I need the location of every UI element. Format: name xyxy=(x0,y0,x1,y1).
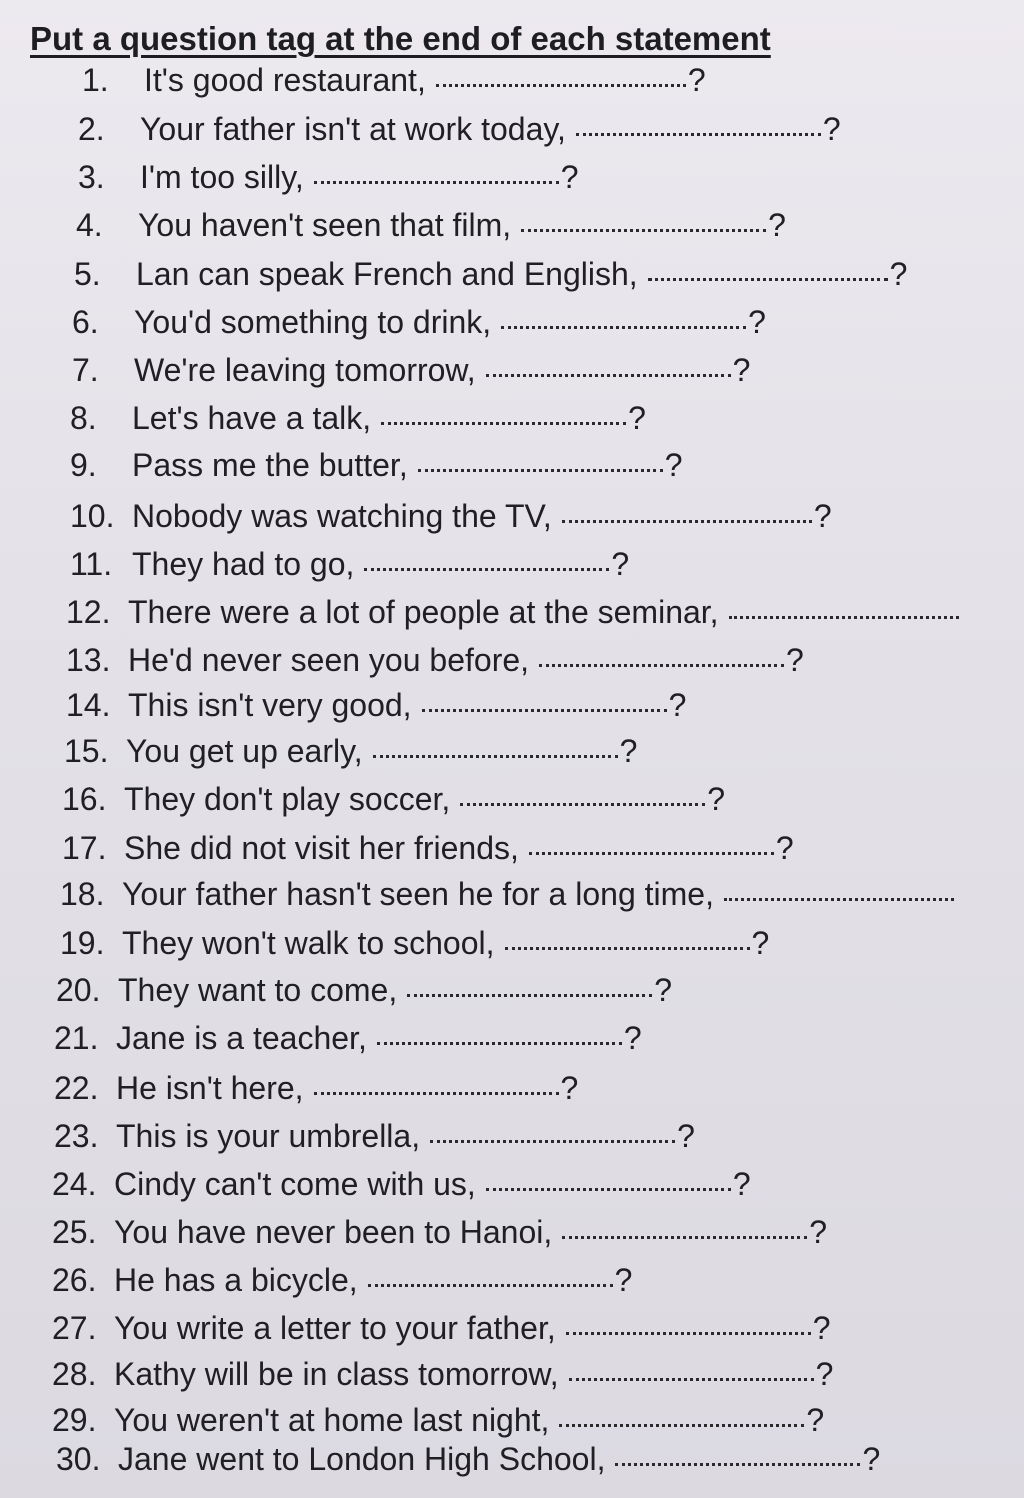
question-mark: ? xyxy=(611,546,630,582)
question-mark: ? xyxy=(623,1020,642,1056)
item-number: 3. xyxy=(78,159,105,195)
exercise-item xyxy=(78,155,579,199)
item-statement: It's good restaurant, xyxy=(144,62,426,98)
question-mark: ? xyxy=(654,972,673,1008)
answer-blank[interactable] xyxy=(559,1424,804,1427)
exercise-item xyxy=(62,826,794,870)
item-number: 26. xyxy=(52,1262,97,1298)
item-number: 15. xyxy=(64,733,109,769)
exercise-item xyxy=(52,1352,833,1396)
exercise-item xyxy=(54,1066,578,1110)
exercise-item xyxy=(66,590,961,634)
exercise-item xyxy=(70,542,629,586)
item-statement: You get up early, xyxy=(126,733,363,769)
question-mark: ? xyxy=(775,830,794,866)
answer-blank[interactable] xyxy=(430,1140,675,1143)
answer-blank[interactable] xyxy=(529,852,774,855)
answer-blank[interactable] xyxy=(418,469,663,472)
exercise-item xyxy=(52,1162,751,1206)
item-number: 27. xyxy=(52,1310,97,1346)
question-mark: ? xyxy=(813,498,832,534)
item-statement: You'd something to drink, xyxy=(134,304,492,340)
item-statement: Cindy can't come with us, xyxy=(114,1166,476,1202)
item-number: 29. xyxy=(52,1402,97,1438)
question-mark: ? xyxy=(862,1441,881,1477)
answer-blank[interactable] xyxy=(521,229,766,232)
item-statement: He'd never seen you before, xyxy=(128,642,530,678)
item-statement: You write a letter to your father, xyxy=(114,1310,556,1346)
question-mark: ? xyxy=(560,1070,579,1106)
answer-blank[interactable] xyxy=(436,84,686,87)
answer-blank[interactable] xyxy=(407,994,652,997)
item-statement: Jane is a teacher, xyxy=(116,1020,367,1056)
answer-blank[interactable] xyxy=(562,520,812,523)
answer-blank[interactable] xyxy=(505,947,750,950)
answer-blank[interactable] xyxy=(566,1332,811,1335)
item-number: 16. xyxy=(62,781,107,817)
item-number: 21. xyxy=(54,1020,99,1056)
item-number: 14. xyxy=(66,687,111,723)
answer-blank[interactable] xyxy=(364,568,609,571)
exercise-item xyxy=(60,872,956,916)
exercise-item xyxy=(64,729,637,773)
answer-blank[interactable] xyxy=(373,755,618,758)
answer-blank[interactable] xyxy=(501,326,746,329)
item-number: 5. xyxy=(74,256,101,292)
question-mark: ? xyxy=(732,352,751,388)
exercise-item xyxy=(52,1258,632,1302)
item-statement: They had to go, xyxy=(132,546,355,582)
question-mark: ? xyxy=(619,733,638,769)
item-statement: Let's have a talk, xyxy=(132,400,372,436)
question-mark: ? xyxy=(748,304,766,340)
item-number: 19. xyxy=(60,925,105,961)
item-statement: He has a bicycle, xyxy=(114,1262,358,1298)
item-statement: They don't play soccer, xyxy=(124,781,451,817)
item-number: 7. xyxy=(72,352,99,388)
answer-blank[interactable] xyxy=(729,616,959,619)
exercise-item xyxy=(56,1437,880,1481)
exercise-item xyxy=(66,683,686,727)
item-number: 17. xyxy=(62,830,107,866)
exercise-item xyxy=(62,777,725,821)
answer-blank[interactable] xyxy=(486,1188,731,1191)
exercise-item xyxy=(54,1114,695,1158)
item-statement: Nobody was watching the TV, xyxy=(132,498,552,534)
question-mark: ? xyxy=(687,62,706,98)
item-statement: Jane went to London High School, xyxy=(118,1441,606,1477)
item-number: 13. xyxy=(66,642,111,678)
item-number: 2. xyxy=(78,111,105,147)
item-statement: You weren't at home last night, xyxy=(114,1402,550,1438)
item-statement: She did not visit her friends, xyxy=(124,830,519,866)
item-number: 18. xyxy=(60,876,105,912)
question-mark: ? xyxy=(822,111,841,147)
exercise-item xyxy=(70,494,832,538)
exercise-item xyxy=(70,396,646,440)
exercise-item xyxy=(82,58,706,102)
item-number: 30. xyxy=(56,1441,101,1477)
item-number: 25. xyxy=(52,1214,97,1250)
item-statement: Pass me the butter, xyxy=(132,447,408,483)
item-statement: He isn't here, xyxy=(116,1070,304,1106)
item-statement: This isn't very good, xyxy=(128,687,412,723)
question-mark: ? xyxy=(751,925,770,961)
question-mark: ? xyxy=(560,159,579,195)
item-number: 6. xyxy=(72,304,99,340)
item-statement: They want to come, xyxy=(118,972,398,1008)
answer-blank[interactable] xyxy=(381,422,626,425)
item-statement: Kathy will be in class tomorrow, xyxy=(114,1356,559,1392)
answer-blank[interactable] xyxy=(314,181,559,184)
answer-blank[interactable] xyxy=(724,898,954,901)
question-mark: ? xyxy=(889,256,908,292)
item-number: 24. xyxy=(52,1166,97,1202)
item-number: 20. xyxy=(56,972,101,1008)
item-statement: We're leaving tomorrow, xyxy=(134,352,476,388)
item-number: 23. xyxy=(54,1118,99,1154)
answer-blank[interactable] xyxy=(486,374,731,377)
item-statement: Your father hasn't seen he for a long time, xyxy=(122,876,714,912)
exercise-item xyxy=(60,921,769,965)
item-number: 28. xyxy=(52,1356,97,1392)
item-number: 4. xyxy=(76,207,103,243)
question-mark: ? xyxy=(806,1402,825,1438)
item-statement: You have never been to Hanoi, xyxy=(114,1214,553,1250)
item-number: 1. xyxy=(82,62,109,98)
answer-blank[interactable] xyxy=(569,1378,814,1381)
item-number: 9. xyxy=(70,447,97,483)
exercise-item xyxy=(52,1210,827,1254)
item-number: 22. xyxy=(54,1070,99,1106)
exercise-item xyxy=(56,968,672,1012)
exercise-item xyxy=(72,348,750,392)
item-statement: I'm too silly, xyxy=(140,159,304,195)
answer-blank[interactable] xyxy=(539,664,784,667)
item-statement: There were a lot of people at the seminar, xyxy=(128,594,719,630)
answer-blank[interactable] xyxy=(615,1463,860,1466)
answer-blank[interactable] xyxy=(314,1092,559,1095)
item-statement: You haven't seen that film, xyxy=(138,207,512,243)
exercise-item xyxy=(74,252,907,296)
answer-blank[interactable] xyxy=(422,709,667,712)
question-mark: ? xyxy=(664,447,683,483)
answer-blank[interactable] xyxy=(562,1236,807,1239)
question-mark: ? xyxy=(614,1262,633,1298)
item-statement: This is your umbrella, xyxy=(116,1118,421,1154)
exercise-item xyxy=(72,300,766,344)
item-number: 8. xyxy=(70,400,97,436)
exercise-item xyxy=(52,1398,824,1442)
exercise-item xyxy=(66,638,804,682)
item-number: 11. xyxy=(70,546,113,582)
question-mark: ? xyxy=(812,1310,831,1346)
item-number: 12. xyxy=(66,594,111,630)
item-statement: They won't walk to school, xyxy=(122,925,495,961)
exercise-item xyxy=(78,107,841,151)
question-mark: ? xyxy=(732,1166,751,1202)
question-mark: ? xyxy=(768,207,786,243)
answer-blank[interactable] xyxy=(368,1284,613,1287)
answer-blank[interactable] xyxy=(648,278,888,281)
question-mark: ? xyxy=(668,687,687,723)
item-number: 10. xyxy=(70,498,115,534)
worksheet-title: Put a question tag at the end of each statement xyxy=(30,20,771,57)
question-mark: ? xyxy=(809,1214,828,1250)
exercise-item xyxy=(54,1016,642,1060)
answer-blank[interactable] xyxy=(460,803,705,806)
question-mark: ? xyxy=(677,1118,695,1154)
answer-blank[interactable] xyxy=(377,1042,622,1045)
answer-blank[interactable] xyxy=(576,133,821,136)
exercise-item xyxy=(52,1306,831,1350)
exercise-item xyxy=(76,203,786,247)
item-statement: Your father isn't at work today, xyxy=(140,111,566,147)
question-mark: ? xyxy=(707,781,726,817)
question-mark: ? xyxy=(786,642,804,678)
item-statement: Lan can speak French and English, xyxy=(136,256,638,292)
question-mark: ? xyxy=(815,1356,834,1392)
question-mark: ? xyxy=(628,400,646,436)
exercise-item xyxy=(70,443,683,487)
